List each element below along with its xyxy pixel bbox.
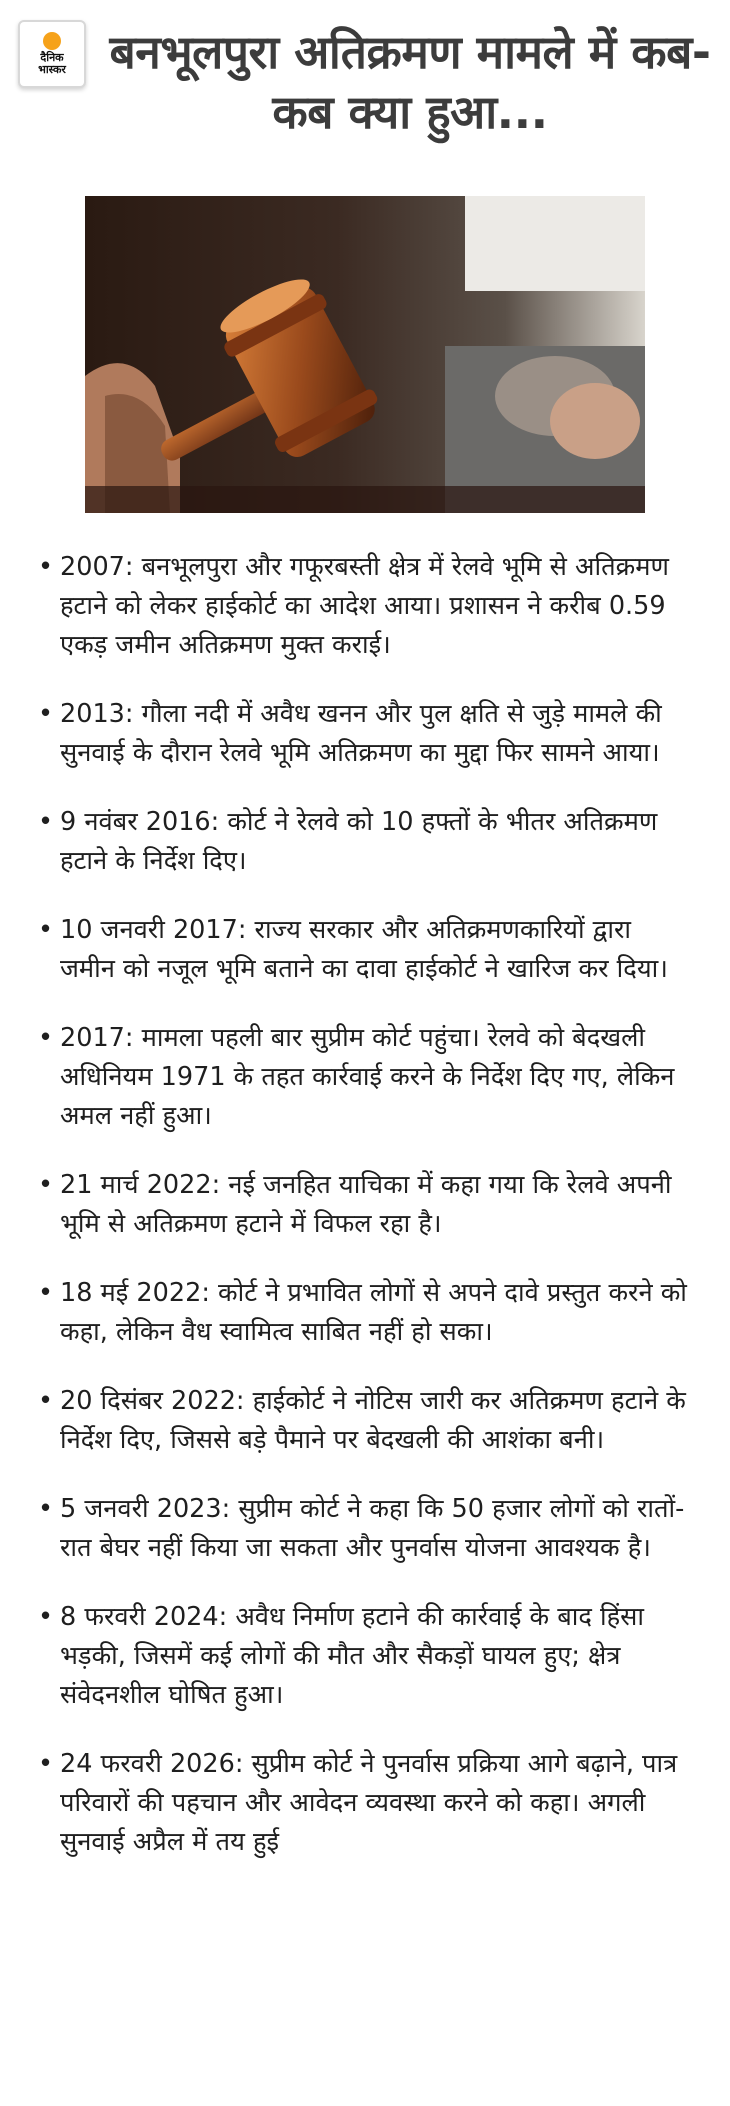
timeline-item-text: 24 फरवरी 2026: सुप्रीम कोर्ट ने पुनर्वास प्रक्रिया आगे बढ़ाने, पात्र परिवारों की पहचान और आवेदन व्यवस्था करने को कहा। अगली सुनवाई अप्रैल में तय हुई bbox=[60, 1749, 678, 1857]
bullet-icon: • bbox=[38, 1278, 54, 1308]
timeline-item-2022-may bbox=[38, 1274, 688, 1352]
timeline-item-2013 bbox=[38, 695, 688, 773]
gavel-illustration bbox=[85, 196, 645, 513]
timeline-item-text: 5 जनवरी 2023: सुप्रीम कोर्ट ने कहा कि 50 हजार लोगों को रातों-रात बेघर नहीं किया जा सकता और पुनर्वास योजना आवश्यक है। bbox=[60, 1494, 685, 1563]
header bbox=[0, 0, 730, 170]
timeline-list bbox=[38, 548, 688, 1892]
timeline-item-2022-mar bbox=[38, 1166, 688, 1244]
logo-text-line1: दैनिक bbox=[40, 51, 64, 64]
sun-icon bbox=[43, 32, 61, 50]
timeline-item-text: 10 जनवरी 2017: राज्य सरकार और अतिक्रमणकारियों द्वारा जमीन को नजूल भूमि बताने का दावा हाईकोर्ट ने खारिज कर दिया। bbox=[60, 915, 668, 984]
bullet-icon: • bbox=[38, 1170, 54, 1200]
logo-text-line2: भास्कर bbox=[38, 63, 66, 76]
timeline-item-text: 2013: गौला नदी में अवैध खनन और पुल क्षति से जुड़े मामले की सुनवाई के दौरान रेलवे भूमि अतिक्रमण का मुद्दा फिर सामने आया। bbox=[60, 699, 662, 768]
bullet-icon: • bbox=[38, 915, 54, 945]
gavel-photo bbox=[85, 196, 645, 513]
bullet-icon: • bbox=[38, 807, 54, 837]
timeline-item-text: 2017: मामला पहली बार सुप्रीम कोर्ट पहुंचा। रेलवे को बेदखली अधिनियम 1971 के तहत कार्रवाई करने के निर्देश दिए गए, लेकिन अमल नहीं हुआ। bbox=[60, 1023, 675, 1131]
timeline-item-text: 20 दिसंबर 2022: हाईकोर्ट ने नोटिस जारी कर अतिक्रमण हटाने के निर्देश दिए, जिससे बड़े पैमाने पर बेदखली की आशंका बनी। bbox=[60, 1386, 686, 1455]
bullet-icon: • bbox=[38, 1602, 54, 1632]
timeline-item-text: 21 मार्च 2022: नई जनहित याचिका में कहा गया कि रेलवे अपनी भूमि से अतिक्रमण हटाने में विफल रहा है। bbox=[60, 1170, 672, 1239]
bullet-icon: • bbox=[38, 1494, 54, 1524]
bullet-icon: • bbox=[38, 552, 54, 582]
bullet-icon: • bbox=[38, 1386, 54, 1416]
timeline-item-2017 bbox=[38, 1019, 688, 1136]
timeline-item-2017-jan bbox=[38, 911, 688, 989]
bullet-icon: • bbox=[38, 1023, 54, 1053]
timeline-item-2016-nov bbox=[38, 803, 688, 881]
timeline-item-2022-dec bbox=[38, 1382, 688, 1460]
timeline-item-text: 2007: बनभूलपुरा और गफूरबस्ती क्षेत्र में रेलवे भूमि से अतिक्रमण हटाने को लेकर हाईकोर्ट का आदेश आया। प्रशासन ने करीब 0.59 एकड़ जमीन अतिक्रमण मुक्त कराई। bbox=[60, 552, 669, 660]
timeline-item-text: 8 फरवरी 2024: अवैध निर्माण हटाने की कार्रवाई के बाद हिंसा भड़की, जिसमें कई लोगों की मौत और सैकड़ों घायल हुए; क्षेत्र संवेदनशील घोषित हुआ। bbox=[60, 1602, 644, 1710]
timeline-item-2007 bbox=[38, 548, 688, 665]
timeline-item-2023-jan bbox=[38, 1490, 688, 1568]
dainik-bhaskar-logo[interactable] bbox=[18, 20, 86, 88]
bullet-icon: • bbox=[38, 1749, 54, 1779]
timeline-item-text: 9 नवंबर 2016: कोर्ट ने रेलवे को 10 हफ्तों के भीतर अतिक्रमण हटाने के निर्देश दिए। bbox=[60, 807, 658, 876]
bullet-icon: • bbox=[38, 699, 54, 729]
timeline-item-2026-feb bbox=[38, 1745, 688, 1862]
timeline-item-text: 18 मई 2022: कोर्ट ने प्रभावित लोगों से अपने दावे प्रस्तुत करने को कहा, लेकिन वैध स्वामित्व साबित नहीं हो सका। bbox=[60, 1278, 687, 1347]
timeline-item-2024-feb bbox=[38, 1598, 688, 1715]
page-title: बनभूलपुरा अतिक्रमण मामले में कब-कब क्या हुआ... bbox=[109, 25, 711, 139]
